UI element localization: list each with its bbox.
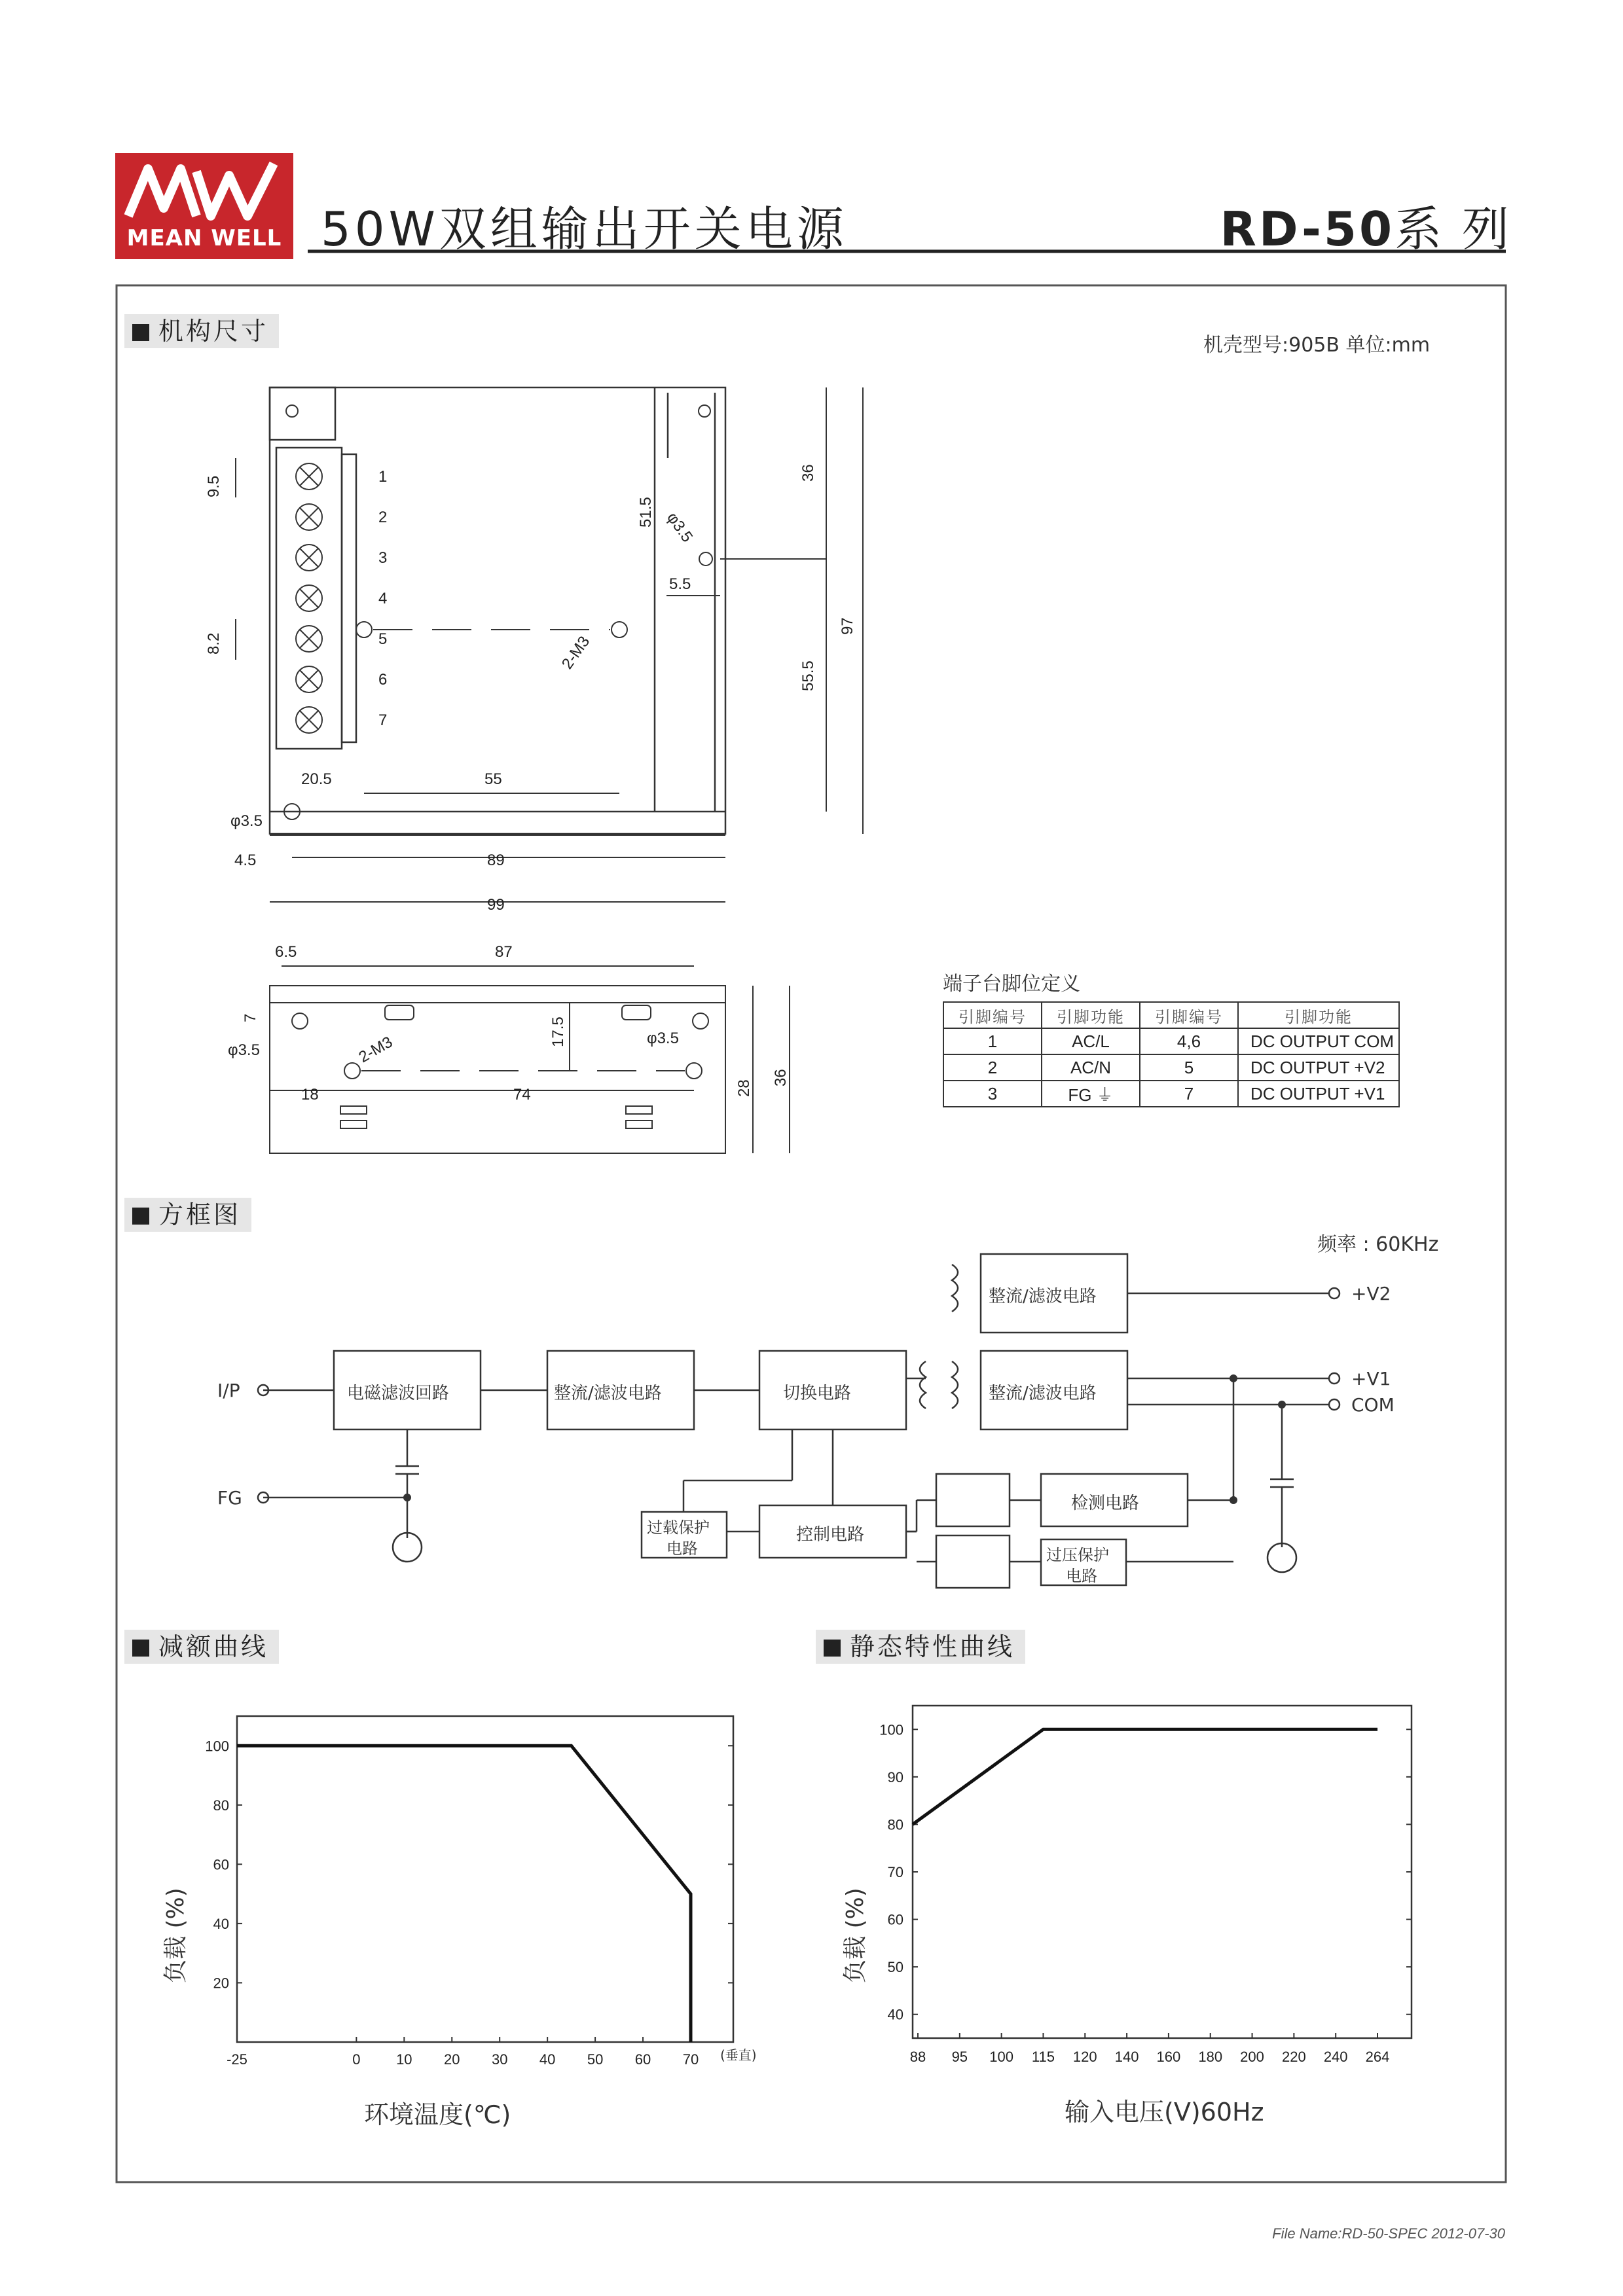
x-tick-label: 10 bbox=[396, 2051, 412, 2068]
static-xlabel: 输入电压(V)60Hz bbox=[1065, 2098, 1264, 2126]
svg-text:97: 97 bbox=[839, 617, 856, 635]
svg-text:φ3.5: φ3.5 bbox=[663, 509, 697, 546]
section-block-title: 方框图 bbox=[158, 1200, 242, 1229]
svg-text:99: 99 bbox=[487, 896, 505, 914]
svg-text:51.5: 51.5 bbox=[637, 497, 655, 528]
derating-x-extra: (垂直) bbox=[720, 2047, 757, 2063]
section-mechanical bbox=[124, 314, 279, 348]
y-tick-label: 50 bbox=[887, 1959, 903, 1976]
y-tick-label: 60 bbox=[887, 1911, 903, 1928]
switching-label: 切换电路 bbox=[783, 1384, 852, 1403]
svg-text:7: 7 bbox=[242, 1013, 259, 1022]
svg-text:φ3.5: φ3.5 bbox=[647, 1030, 679, 1047]
x-tick-label: 200 bbox=[1240, 2049, 1264, 2065]
derating-ylabel: 负载 (%) bbox=[162, 1888, 189, 1983]
ovp-label-2: 电路 bbox=[1066, 1567, 1097, 1585]
table-header: 引脚功能 bbox=[1238, 1002, 1399, 1028]
svg-text:18: 18 bbox=[301, 1086, 319, 1103]
port-ip: I/P bbox=[217, 1380, 240, 1401]
y-tick-label: 90 bbox=[887, 1768, 903, 1785]
svg-text:8.2: 8.2 bbox=[205, 632, 223, 655]
y-tick-label: 70 bbox=[887, 1864, 903, 1880]
x-tick-label: 264 bbox=[1365, 2049, 1390, 2065]
table-cell: DC OUTPUT +V1 bbox=[1238, 1081, 1399, 1107]
svg-text:87: 87 bbox=[495, 943, 513, 961]
port-v2: +V2 bbox=[1351, 1283, 1391, 1304]
photocoupler-1 bbox=[936, 1474, 1010, 1526]
x-tick-label: 240 bbox=[1323, 2049, 1348, 2065]
svg-text:28: 28 bbox=[735, 1079, 753, 1097]
y-tick-label: 20 bbox=[213, 1975, 229, 1992]
svg-text:5.5: 5.5 bbox=[669, 575, 691, 593]
svg-text:4.5: 4.5 bbox=[234, 852, 257, 869]
x-tick-label: 88 bbox=[909, 2049, 926, 2065]
page-frame bbox=[117, 285, 1506, 2182]
y-tick-label: 60 bbox=[213, 1856, 229, 1873]
x-tick-label: 100 bbox=[989, 2049, 1013, 2065]
table-cell: 1 bbox=[943, 1028, 1042, 1054]
port-fg: FG bbox=[217, 1487, 242, 1509]
olp-label-1: 过载保护 bbox=[647, 1518, 710, 1537]
svg-text:4: 4 bbox=[378, 590, 388, 607]
pin-table-caption: 端子台脚位定义 bbox=[943, 973, 1080, 996]
y-tick-label: 40 bbox=[887, 2006, 903, 2023]
x-tick-label: 180 bbox=[1198, 2049, 1223, 2065]
port-com: COM bbox=[1351, 1394, 1395, 1416]
case-note: 机壳型号:905B 单位:mm bbox=[1203, 334, 1431, 357]
static-curve bbox=[913, 1729, 1377, 1824]
x-tick-label: 0 bbox=[352, 2051, 361, 2068]
emi-filter-label: 电磁滤波回路 bbox=[347, 1384, 450, 1403]
port-v1: +V1 bbox=[1351, 1368, 1391, 1390]
x-tick-label: 20 bbox=[444, 2051, 460, 2068]
rectifier-v2-label: 整流/滤波电路 bbox=[989, 1287, 1097, 1306]
table-row bbox=[943, 1081, 1399, 1107]
table-header-row bbox=[943, 1002, 1399, 1028]
detection-label: 检测电路 bbox=[1071, 1494, 1140, 1513]
table-cell: 7 bbox=[1140, 1081, 1238, 1107]
pin-definition-table bbox=[943, 1001, 1400, 1107]
svg-text:2-M3: 2-M3 bbox=[356, 1033, 396, 1067]
x-tick-label: 60 bbox=[634, 2051, 651, 2068]
frequency-note: 频率 : 60KHz bbox=[1317, 1233, 1439, 1256]
svg-text:7: 7 bbox=[378, 711, 388, 729]
y-tick-label: 100 bbox=[205, 1738, 229, 1755]
model-title bbox=[1220, 191, 1512, 259]
table-cell: DC OUTPUT COM bbox=[1238, 1028, 1399, 1054]
table-cell: AC/L bbox=[1042, 1028, 1140, 1054]
y-tick-label: 80 bbox=[213, 1797, 229, 1814]
table-header: 引脚编号 bbox=[943, 1002, 1042, 1028]
svg-text:55: 55 bbox=[484, 770, 502, 788]
derating-plot-frame bbox=[237, 1716, 733, 2042]
section-derating-title: 减额曲线 bbox=[158, 1632, 269, 1661]
x-tick-label: 120 bbox=[1072, 2049, 1097, 2065]
x-tick-label: 115 bbox=[1031, 2049, 1055, 2065]
control-label: 控制电路 bbox=[796, 1525, 865, 1545]
table-cell: 5 bbox=[1140, 1054, 1238, 1081]
photocoupler-2 bbox=[936, 1535, 1010, 1588]
x-tick-label: 30 bbox=[491, 2051, 508, 2068]
terminal-screws bbox=[296, 463, 322, 733]
svg-text:5: 5 bbox=[378, 630, 388, 648]
olp-label-2: 电路 bbox=[666, 1539, 698, 1558]
table-cell: 3 bbox=[943, 1081, 1042, 1107]
x-tick-label: 95 bbox=[951, 2049, 968, 2065]
rectifier-v1-label: 整流/滤波电路 bbox=[989, 1384, 1097, 1403]
table-row bbox=[943, 1028, 1399, 1054]
section-static-title: 静态特性曲线 bbox=[850, 1632, 1015, 1661]
static-ylabel: 负载 (%) bbox=[842, 1888, 869, 1983]
x-tick-label: 220 bbox=[1282, 2049, 1306, 2065]
section-mechanical-title: 机构尺寸 bbox=[158, 317, 269, 346]
ovp-label-1: 过压保护 bbox=[1046, 1546, 1109, 1564]
svg-text:36: 36 bbox=[772, 1069, 790, 1086]
file-name: File Name:RD-50-SPEC 2012-07-30 bbox=[1272, 2225, 1505, 2242]
table-cell: 4,6 bbox=[1140, 1028, 1238, 1054]
svg-text:9.5: 9.5 bbox=[205, 475, 223, 497]
x-tick-label: 140 bbox=[1114, 2049, 1139, 2065]
svg-text:1: 1 bbox=[378, 468, 388, 486]
table-header: 引脚功能 bbox=[1042, 1002, 1140, 1028]
brand-name: MEAN WELL bbox=[126, 225, 282, 251]
derating-xlabel: 环境温度(℃) bbox=[364, 2100, 511, 2129]
table-cell: 2 bbox=[943, 1054, 1042, 1081]
x-tick-label: 160 bbox=[1156, 2049, 1181, 2065]
x-tick-label: 40 bbox=[539, 2051, 556, 2068]
section-block-diagram bbox=[124, 1198, 251, 1232]
rectifier-label: 整流/滤波电路 bbox=[554, 1384, 662, 1403]
y-tick-label: 80 bbox=[887, 1816, 903, 1833]
svg-text:89: 89 bbox=[487, 852, 505, 869]
section-static bbox=[816, 1630, 1025, 1664]
svg-text:3: 3 bbox=[378, 549, 388, 567]
section-derating bbox=[124, 1630, 279, 1664]
svg-text:6: 6 bbox=[378, 671, 388, 689]
series-suffix: 系 列 bbox=[1395, 202, 1512, 257]
svg-text:φ3.5: φ3.5 bbox=[228, 1041, 260, 1059]
static-plot-frame bbox=[913, 1706, 1412, 2038]
table-cell: DC OUTPUT +V2 bbox=[1238, 1054, 1399, 1081]
svg-text:φ3.5: φ3.5 bbox=[230, 812, 263, 830]
svg-text:6.5: 6.5 bbox=[275, 943, 297, 961]
derating-curve bbox=[237, 1746, 691, 2042]
model-number: RD-50 bbox=[1220, 202, 1395, 257]
x-tick-label: 50 bbox=[587, 2051, 604, 2068]
svg-text:2-M3: 2-M3 bbox=[558, 633, 594, 673]
svg-text:36: 36 bbox=[799, 464, 817, 482]
svg-text:55.5: 55.5 bbox=[799, 660, 817, 691]
y-tick-label: 100 bbox=[879, 1721, 903, 1738]
table-cell: AC/N bbox=[1042, 1054, 1140, 1081]
table-row bbox=[943, 1054, 1399, 1081]
svg-text:74: 74 bbox=[513, 1086, 531, 1103]
x-tick-label: -25 bbox=[227, 2051, 247, 2068]
table-header: 引脚编号 bbox=[1140, 1002, 1238, 1028]
svg-text:17.5: 17.5 bbox=[549, 1016, 567, 1047]
y-tick-label: 40 bbox=[213, 1915, 229, 1932]
page-title: 50W双组输出开关电源 bbox=[321, 202, 848, 257]
svg-text:2: 2 bbox=[378, 509, 388, 526]
table-cell: FG ⏚ bbox=[1042, 1081, 1140, 1107]
svg-text:20.5: 20.5 bbox=[301, 770, 332, 788]
x-tick-label: 70 bbox=[682, 2051, 699, 2068]
